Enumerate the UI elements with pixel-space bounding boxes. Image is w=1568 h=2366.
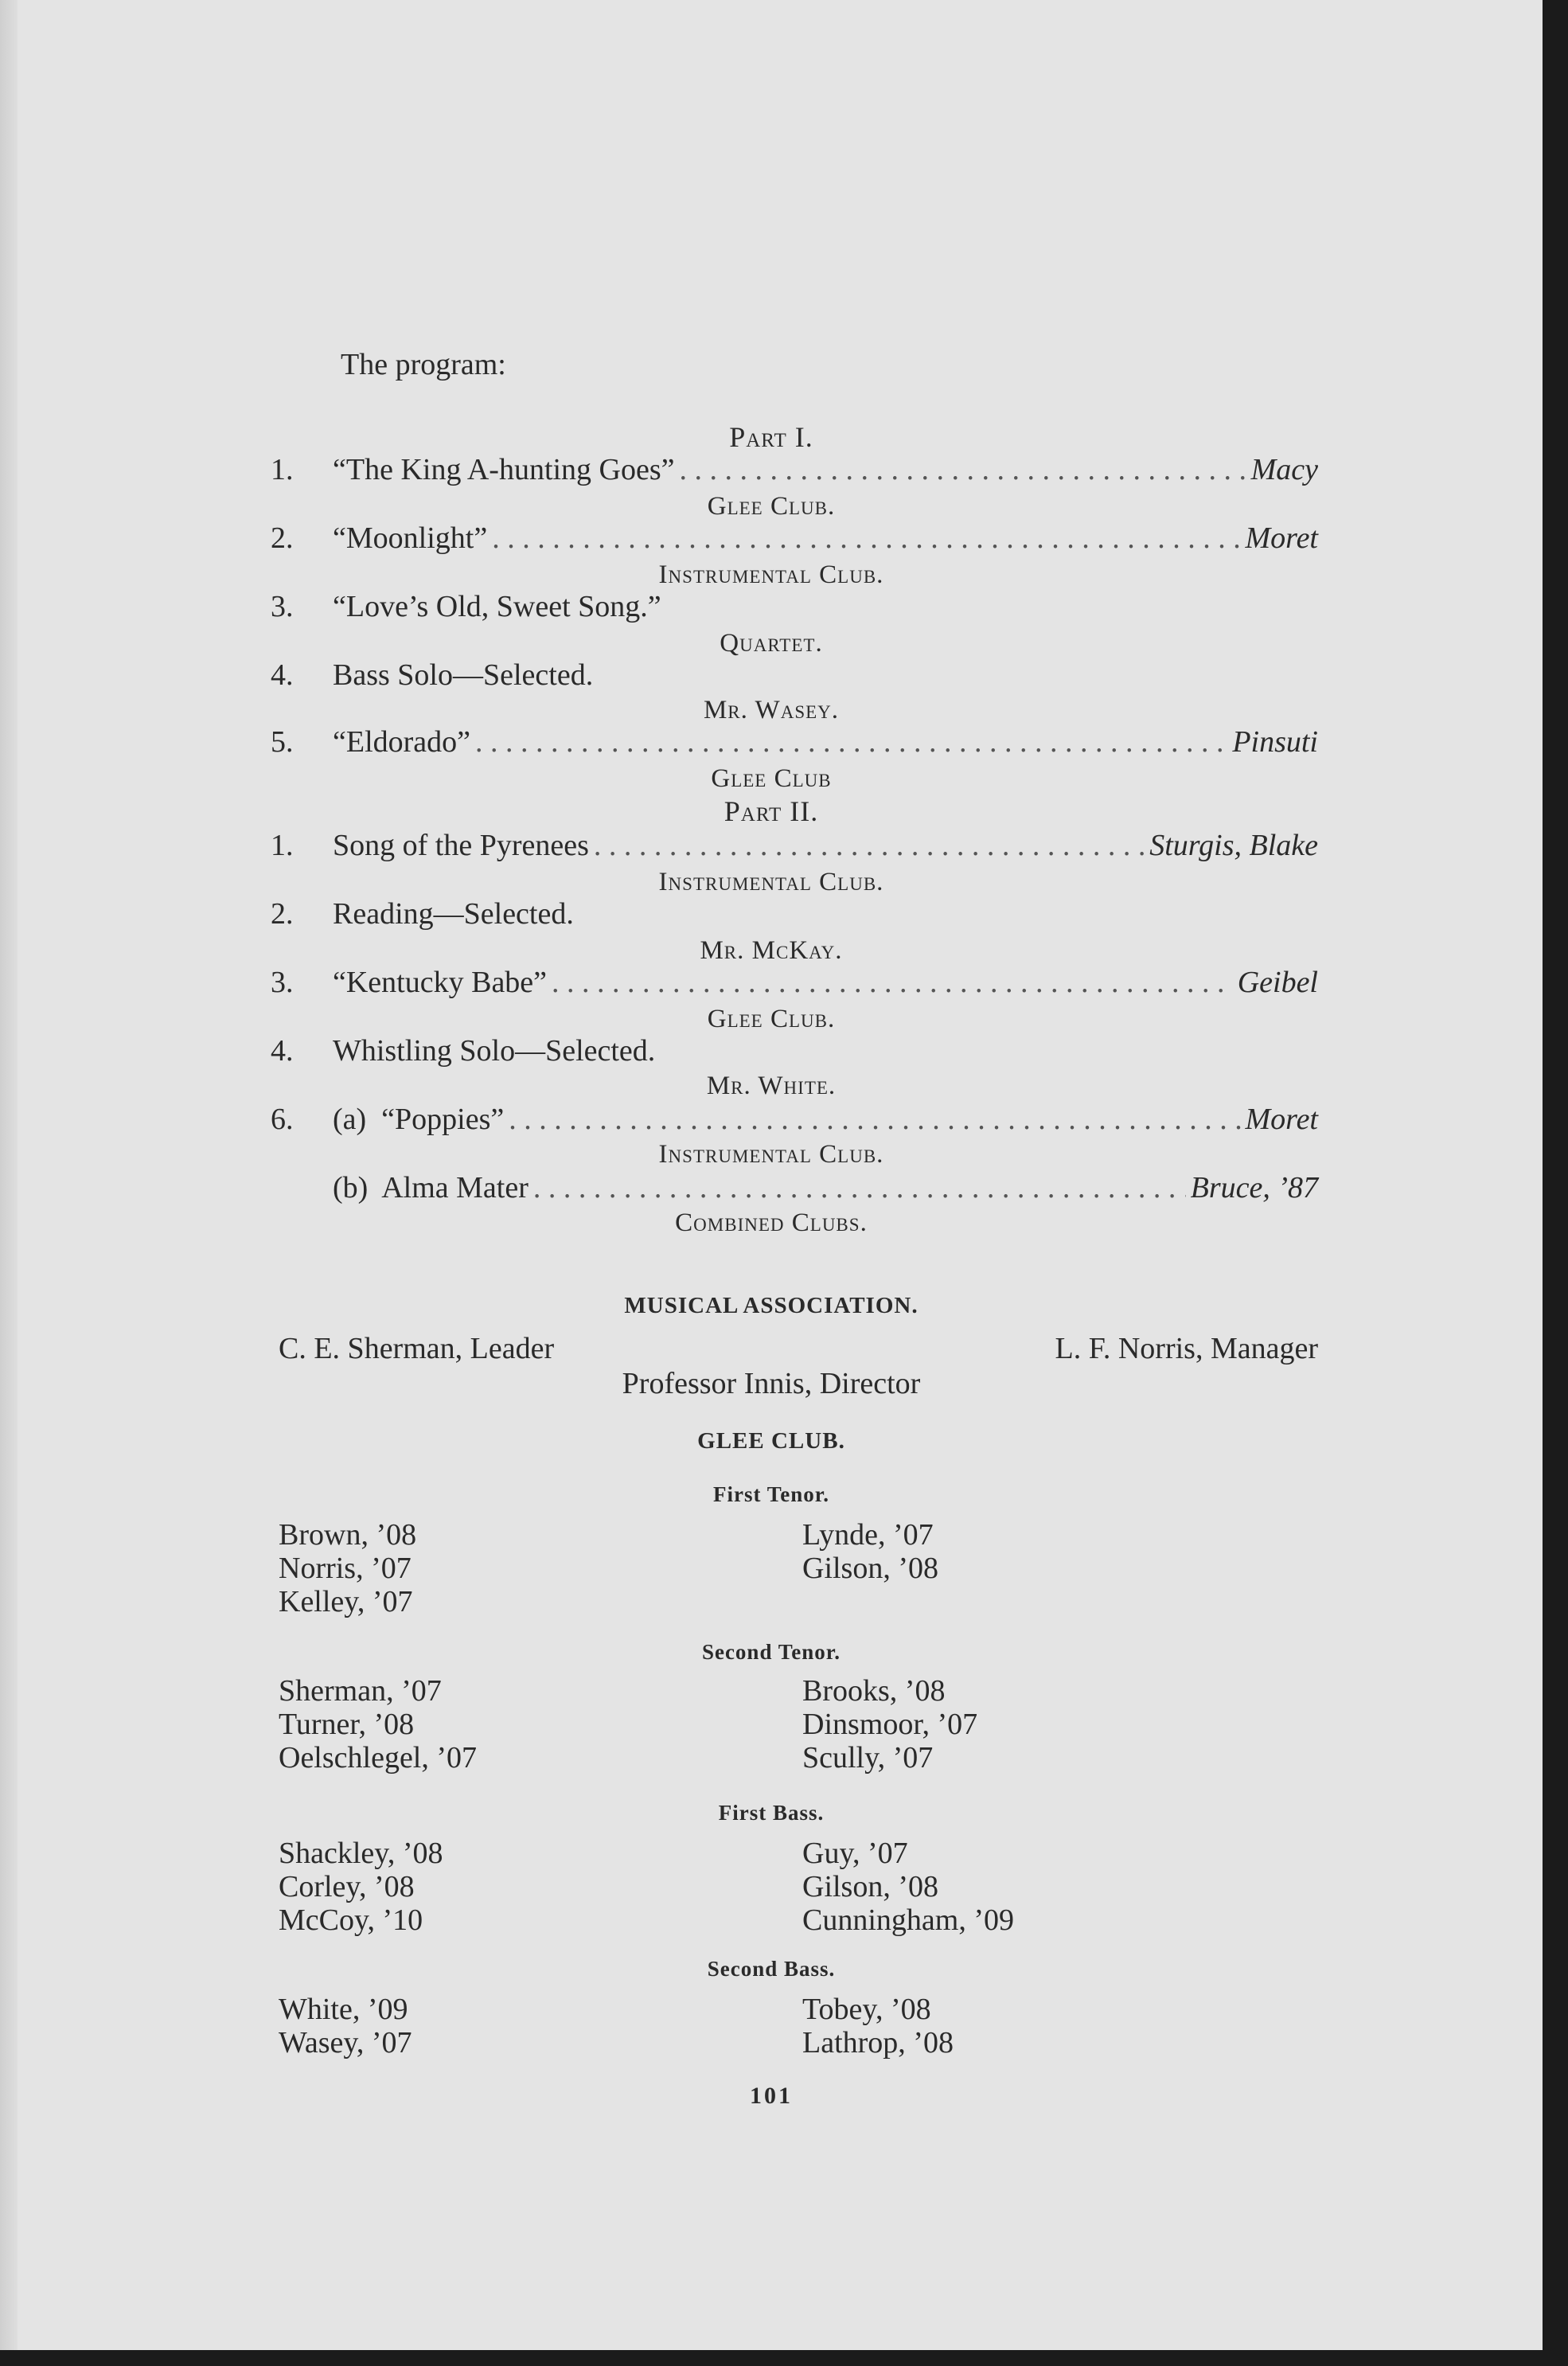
member-name: Corley, ’08 [279,1870,415,1903]
item-number: 1. [271,829,294,862]
association-heading: MUSICAL ASSOCIATION. [624,1293,919,1318]
member-name: Gilson, ’08 [802,1870,938,1903]
dot-leader [552,965,1233,1000]
item-number: 4. [271,1034,294,1068]
member-name: Scully, ’07 [802,1741,934,1774]
item-number: 5. [271,725,294,759]
item-title: Bass Solo—Selected. [333,658,594,692]
member-name: Brooks, ’08 [802,1674,946,1708]
program-item [271,896,1318,931]
item-number: 3. [271,590,294,623]
member-name: Oelschlegel, ’07 [279,1741,478,1774]
page-binding-edge [0,0,18,2350]
member-name: Guy, ’07 [802,1837,908,1870]
item-composer: Pinsuti [1232,725,1318,759]
program-item [271,521,1318,556]
item-title: (b) Alma Mater [333,1171,529,1204]
item-performer: Mr. McKay. [700,936,843,965]
item-number: 6. [271,1103,294,1136]
member-name: Gilson, ’08 [802,1552,938,1585]
item-title: “Kentucky Babe” [333,966,548,999]
item-performer: Instrumental Club. [658,868,884,896]
section-heading: Second Tenor. [701,1640,841,1664]
program-item [271,658,1318,693]
section-heading: Second Bass. [707,1957,836,1981]
item-title: (a) “Poppies” [333,1103,505,1136]
item-title: “Eldorado” [333,725,471,759]
member-name: Wasey, ’07 [279,2026,412,2060]
item-number: 4. [271,658,294,692]
member-name: Turner, ’08 [279,1708,415,1741]
dot-leader [492,521,1240,556]
association-manager: L. F. Norris, Manager [1055,1332,1318,1365]
item-number: 3. [271,966,294,999]
item-performer: Combined Clubs. [675,1208,868,1237]
program-item [271,1170,1318,1205]
program-intro: The program: [341,348,506,381]
member-name: Kelley, ’07 [279,1585,413,1618]
program-item [271,452,1318,487]
program-item [271,965,1318,1000]
program-item [271,828,1318,863]
program-item [271,1033,1318,1068]
part-2-heading: Part II. [724,795,819,827]
item-title: “The King A-hunting Goes” [333,453,675,486]
item-title: Reading—Selected. [333,897,574,931]
member-name: Norris, ’07 [279,1552,412,1585]
item-composer: Macy [1250,453,1318,486]
item-performer: Glee Club. [707,492,836,521]
member-name: Brown, ’08 [279,1518,417,1552]
item-title: Song of the Pyrenees [333,829,589,862]
item-number: 1. [271,453,294,486]
dot-leader [509,1102,1240,1137]
item-performer: Glee Club. [707,1005,836,1033]
item-number: 2. [271,521,294,555]
item-composer: Moret [1245,521,1318,555]
member-name: Cunningham, ’09 [802,1903,1014,1937]
page-number: 101 [750,2083,793,2109]
dot-leader [533,1170,1186,1205]
item-composer: Moret [1245,1103,1318,1136]
item-title: “Moonlight” [333,521,488,555]
item-title: Whistling Solo—Selected. [333,1034,656,1068]
item-composer: Geibel [1237,966,1318,999]
dot-leader [680,452,1246,487]
member-name: Sherman, ’07 [279,1674,442,1708]
item-performer: Instrumental Club. [658,560,884,589]
member-name: Shackley, ’08 [279,1837,443,1870]
member-name: Tobey, ’08 [802,1993,931,2026]
part-1-heading: Part I. [729,421,813,453]
member-name: Lynde, ’07 [802,1518,934,1552]
section-heading: First Tenor. [712,1482,830,1506]
item-title: “Love’s Old, Sweet Song.” [333,590,661,623]
program-item [271,589,1318,624]
item-performer: Quartet. [720,629,823,658]
program-item [271,724,1318,759]
item-performer: Instrumental Club. [658,1140,884,1169]
item-composer: Sturgis, Blake [1149,829,1318,862]
item-performer: Mr. White. [706,1072,837,1100]
glee-club-heading: GLEE CLUB. [697,1428,845,1454]
member-name: Dinsmoor, ’07 [802,1708,978,1741]
member-name: McCoy, ’10 [279,1903,423,1937]
member-name: White, ’09 [279,1993,408,2026]
item-number: 2. [271,897,294,931]
section-heading: First Bass. [718,1801,825,1825]
dot-leader [594,828,1145,863]
item-performer: Mr. Wasey. [703,696,840,724]
association-leader: C. E. Sherman, Leader [279,1332,555,1365]
item-performer: Glee Club [711,764,832,793]
dot-leader [475,724,1227,759]
program-item [271,1102,1318,1137]
association-director: Professor Innis, Director [622,1367,921,1400]
item-composer: Bruce, ’87 [1190,1171,1318,1204]
member-name: Lathrop, ’08 [802,2026,954,2060]
